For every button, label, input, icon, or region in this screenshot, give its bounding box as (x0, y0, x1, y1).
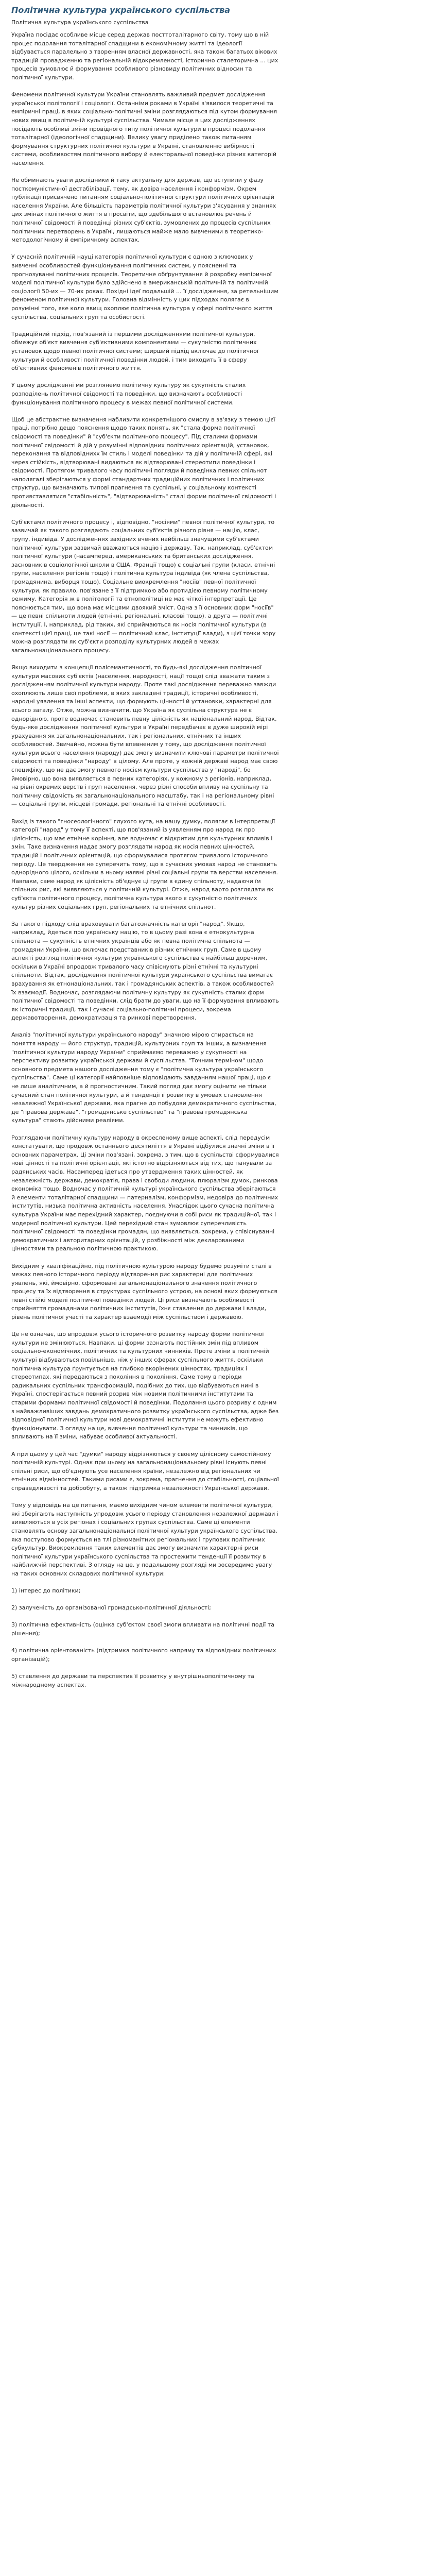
article-paragraph: 1) інтерес до політики; (11, 1587, 81, 1595)
article-paragraph: Тому у відповідь на це питання, маємо вихідним чином елементи політичної культури, які зберігають наступність упродовж усього періоду становлення незалежної держави і виявляються в усіх регіонах і соціальних групах суспільства. Саме ці елементи становлять основу загальнонаціональної політичної культури українського суспільства, яка поступово формується на тлі різноманітних регіональних і групових політичних субкультур. Виокремлення таких елементів дає змогу визначити характерні риси політичної культури українського суспільства та простежити тенденції її розвитку в найближчій перспективі. З огляду на це, у подальшому розгляді ми зосередимо увагу на таких основних складових політичної культури: (11, 1502, 278, 1577)
article-paragraph: Феномени політичної культури України становлять важливий предмет дослідження української політології і соціології. Останніми роками в Україні з'явилося теоретичні та емпіричні праці, в яких соціально-політичні зміни розглядаються під кутом формування нових явищ в політичній культурі суспільства. Чималe місце в цих дослідженнях посідають особливі зміни провідного типу політичної культури в процесі подолання тоталітарної (ідеологічної спадщини). Велику увагу приділено також питанням формування структурних політичної культури в Україні, становленню вибірності системи, особливостям політичного вибору й електоральної поведінки різних категорій населення. (11, 91, 277, 166)
article-paragraph: У сучасній політичній науці категорія політичної культури є одною з ключових у вивченні особливостей функціонування політичних систем, у поясненні та прогнозуванні політичних процесів. Теоретичне обґрунтування й розробку емпіричної моделі політичної культури було здійснено в американській політичній та політичній соціології 50-их — 70-их роках. Похідні ідеї подальшій ... її дослідження, за ретельнішим феноменом політичної культури. Головна відмінність у цих підходах полягає в розумінні того, яке коло явищ охоплює політична культура у сфері політичного життя суспільства, соціальних груп та особистості. (11, 253, 278, 320)
article-body (11, 31, 279, 1689)
article-paragraph: У цьому дослідженні ми розглянемо політичну культуру як сукупність сталих розподілень політичної свідомості та поведінки, що визначають особливості функціонування політичного процесу в межах певної політичної системи. (11, 382, 246, 406)
article-paragraph: 2) залученість до організованої громадсько-політичної діяльності; (11, 1604, 211, 1612)
article-paragraph: Це не означає, що впродовж усього історичного розвитку народу форми політичної культури не змінюються. Навпаки, ці форми зазнають постійних змін під впливом соціально-економічних, політичних та культурних чинників. Проте зміни в політичній культурі відбуваються повільніше, ніж у інших сферах суспільного життя, оскільки політична культура ґрунтується на глибоко вкорінених цінностях, традиціях і стереотипах, які передаються з покоління в покоління. Саме тому в періоди радикальних суспільних трансформацій, подібних до тих, що відбуваються нині в Україні, спостерігається певний розрив між новими політичними інститутами та старими формами політичної свідомості й поведінки. Подолання цього розриву є одним з найважливіших завдань демократичного розвитку українського суспільства, адже без відповідної політичної культури нові демократичні інститути не можуть ефективно функціонувати. З огляду на це, вивчення політичної культури та чинників, що впливають на її зміни, набуває особливої актуальності. (11, 1331, 279, 1440)
article-subtitle: Політична культура українського суспільства (11, 19, 149, 26)
article-paragraph: Розглядаючи політичну культуру народу в окресленому вище аспекті, слід передусім констатувати, що продовж останнього десятиліття в Україні відбулися значні зміни в її основних параметрах. Ці зміни пов'язані, зокрема, з тим, що в суспільстві сформувалися нові цінності та політичні орієнтації, які істотно відрізняються від тих, що панували за радянських часів. Насамперед ідеться про утвердження таких цінностей, як незалежність держави, демократія, права і свободи людини, плюралізм думок, ринкова економіка тощо. Водночас у політичній культурі українського суспільства зберігаються й елементи тоталітарної спадщини — патерналізм, конформізм, недовіра до політичних інститутів, низька політична активність населення. Унаслідок цього сучасна політична культура України має перехідний характер, поєднуючи в собі риси як традиційної, так і модерної політичної культури. Цей перехідний стан зумовлює суперечливість політичної свідомості та поведінки громадян, що виявляється, зокрема, у співіснуванні демократичних і авторитарних орієнтацій, у розбіжності між декларованими цінностями та реальною політичною практикою. (11, 1134, 279, 1252)
article-paragraph: Щоб це абстрактне визначення наблизити конкретнішого смислу в зв'язку з темою цієї праці, потрібно дещо пояснення щодо таких понять, як "стала форма політичної свідомості та поведінки" й "суб'єкти політичного процесу". Під сталими формами політичної свідомості й дій у розумінні відповідних політичних орієнтацій, установок, переконання та відповіднихх їм стиль і моделі поведінки та дій у політичній сфері, які через стійкість, відтворювані видаються як відтворювані стереотипи поведінки і свідомості. Протягом тривалого часу політичні погляди й поведінка певних спільнот наполягалі зберігаються у формі стандартних традиційних політичних і політичних структур, що визначають типові прагнення та суспільні, у соціальному контексті противставлятися "стабільність", "відтворюваність" сталі форми політичної свідомості і діяльності. (11, 416, 276, 509)
article-paragraph: 5) ставлення до держави та перспектив її розвитку у внутрішньополітичному та міжнародному аспектах. (11, 1673, 254, 1688)
article-paragraph: 3) політична ефективність (оцінка суб'єктом своєї змоги впливати на політичні події та рішення); (11, 1621, 275, 1637)
article-paragraph: Аналіз "політичної культури українського народу" значною мірою спирається на поняття народу — його структур, традицій, культурних груп та інших, а визначення "політичної культури народу України" сприймаємо переважно у сукупності на перспективу розвитку української держави й суспільства. "Точним терміном" щодо основного предмета нашого дослідження тому є "політична культура українського суспільства". Саме ці категорії найповніше відповідають завданням нашої праці, що є не лише аналітичним, а й прогностичним. Такий погляд дає змогу оцінити не тільки сучасний стан політичної культури, а й тенденції її розвитку в умовах становлення незалежної Української держави, яка прагне до побудови демократичного суспільства, де "правова держава", "громадянське суспільство" та "правова громадянська культура" стають дійсними реаліями. (11, 1031, 276, 1124)
article-paragraph: Суб'єктами політичного процесу і, відповідно, "носіями" певної політичної культури, то зазвичай як такого розглядають соціальних суб'єктів різного рівня — націю, клас, групу, індивіда. У дослідженнях західних вчених найбільш значущими суб'єктами політичної культури зазвичай вважаються націю і державу. Так, наприклад, суб'єктом політичної культури (насамперед, американських та британських дослідження, засновників соціологічної школи в США, Франції тощо) є соціальні групи (класи, етнічні групи, населення регіонів тощо) і політична культура індивіда (як члена суспільства, громадянина, виборця тощо). Соціальне виокремлення "носіїв" певної політичної культури, як правило, пов'язане з її підтримкою або протидією певному політичному режиму. Категорія ж в політології та етнополітиці не має чіткої інтерпретації. Це пояснюється тим, що вона має місцями двоякий зміст. Одна з її основних форм "носіїв" — це певні спільноти людей (етнічні, регіональні, класові тощо), а друга — політичні інституції. І, наприклад, рід таких, які сприймаються як носія політичної культури (в контексті цієї праці, це такі носії — політичний клас, інституції влади), з цієї точки зору можна розглядати як суб'єкти розподілу культурних людей в межах загальнонаціонального процесу. (11, 518, 276, 654)
article-paragraph: Якщо виходити з концепції полісемантичності, то будь-які дослідження політичної культури масових суб'єктів (населення, народності, нації тощо) слід вважати таким з дослідженням політичної культури народу. Проте такі дослідження переважно завжди охоплюють лише свої проблеми, в яких закладені традиції, історичні особливості, народні уявлення та інші аспекти, що формують цінності й установки, характерні для всього загалу. Отже, можна визначити, що Україна як суспільна структура не є однорідною, проте водночас становить певну цілісність як національний народ. Відтак, будь-яке дослідження політичної культури в Україні передбачає в дуже широкій мірі урахування як загальнонаціональних, так і регіональних, етнічних та інших особливостей. Звичайно, можна бути впевненим у тому, що дослідження політичної культури всього населення (народу) дає змогу визначити ключові параметри політичної свідомості та поведінки "народу" в цілому. Але проте, у кожній державі народ має свою специфіку, що не дає змогу певного носієм культури суспільства у "народі", бо ймовірно, що вона виявляється в певних категоріях, у кожному з регіонів, наприклад, на рівні окремих верств і груп населення, через різні способи впливу на суспільну та політичну свідомість як загальнонаціонального масштабу, так і на регіональному рівні — соціальні групи, місцеві громади, регіональні та етнічні особливості. (11, 664, 279, 808)
article-title: Політична культура українського суспільства (11, 5, 231, 15)
article-paragraph: За такого підходу слід враховувати багатозначність категорії "народ". Якщо, наприклад, йдеться про українську націю, то в цьому разі вона є етнокультурна спільнота — сукупність етнічних українців або як певна політична спільнота — громадяни України, що включає представників різних етнічних груп. Саме в цьому аспекті розгляд політичної культури українського суспільства є найбільш доречним, оскільки в Україні впродовж тривалого часу співіснують різні етнічні та культурні спільноти. Відтак, дослідження політичної культури українського суспільства вимагає врахування як етнонаціональних, так і громадянських аспектів, а також особливостей їх взаємодії. Водночас, розглядаючи політичну культуру як сукупність сталих форм політичної свідомості та поведінки, слід брати до уваги, що на її формування впливають як історичні традиції, так і сучасні соціально-політичні процеси, зокрема державотворення, демократизація та ринкові перетворення. (11, 920, 279, 1022)
article-paragraph: А при цьому у цей час "думки" народу відрізняються у своєму цілісному самостійному політичній культурі. Однак при цьому на загальнонаціональному рівні існують певні спільні риси, що об'єднують усе населення країни, незалежно від регіональних чи етнічних відмінностей. Такими рисами є, зокрема, прагнення до стабільності, соціальної справедливості та добробуту, а також підтримка незалежності Української держави. (11, 1450, 279, 1492)
article-paragraph: 4) політична орієнтованість (підтримка політичного напряму та відповідних політичних організацій); (11, 1647, 276, 1663)
article-paragraph: Вихід із такого "гносеологічного" глухого кута, на нашу думку, полягає в інтерпретації категорії "народ" у тому її аспекті, що пов'язаний із уявленням про народ як про цілісність, що має етнічне коріння, але водночас є відкритим для культурних впливів і змін. Таке визначення надає змогу розглядати народ як носія певних цінностей, традицій і політичних орієнтацій, що сформувалися протягом тривалого історичного періоду. Це твердження не суперечить тому, що в сучасних умовах народ не становить однорідного цілого, оскільки в ньому наявні різні соціальні групи та верстви населення. Навпаки, саме народ як цілісність об'єднує ці групи в єдину спільноту, надаючи їм спільних рис, які виявляються у політичній культурі. Отже, народ варто розглядати як суб'єкта політичного процесу, політична культура якого є сукупністю політичних культур різних соціальних груп, регіональних та етнічних спільнот. (11, 818, 278, 910)
article-paragraph: Україна посідає особливе місце серед держав посттоталітарного світу, тому що в ній процес подолання тоталітарної спадщини в економічному житті та ідеології відбувається паралельно з творенням власної державності, яка також багатьох вікових традицій провадженню та регіональній відокремленості, історично сталеторична ... цих процесів зумовлює й формування особливого різновиду політичних відносин та політичної культури. (11, 31, 278, 81)
article-paragraph: Не обминають уваги дослідники й таку актуальну для держав, що вступили у фазу посткомуністичної дестабілізації, тему, як довіра населення і конформізм. Окрем публікації присвячено питанням соціально-політичної структури політичних орієнтацій населення України. Але більшість параметрів політичної культури з'ясування у знаннях цих змінах політичного життя в просвіти, що здебільшого встановлює речень й політичної свідомості й поведінці різних суб'єктів, зумовлених до процесів суспільних політичних перетворень в Україні, лишаються майже мало вивченими в теоретико-методологічному й емпіричному аспектах. (11, 177, 276, 244)
article-paragraph: Традиційний підхід, пов'язаний із першими дослідженнями політичної культури, обмежує об'єкт вивчення суб'єктивними компонентами — сукупністю політичних установок щодо певної політичної системи; ширший підхід включає до політичної культури й особливості політичної поведінки людей, і тим виходить її в сферу об'єктивних феноменів політичного життя. (11, 330, 259, 372)
article-paragraph: Вихідним у кваліфікаційно, під політичною культурою народу будемо розуміти сталі в межах певного історичного періоду відтворення рис характерні для політичних уявлень, які, ймовірно, сформовані загальнонаціонального значення політичного процесу та їх відтворення в структурах суспільного устрою, на основі яких формуються певні стійкі моделі політичної поведінки людей. Ці риси визначають особливості сприйняття громадянами політичних інститутів, їхнє ставлення до держави і влади, рівень політичної участі та характер взаємодії між суспільством і державою. (11, 1262, 277, 1321)
